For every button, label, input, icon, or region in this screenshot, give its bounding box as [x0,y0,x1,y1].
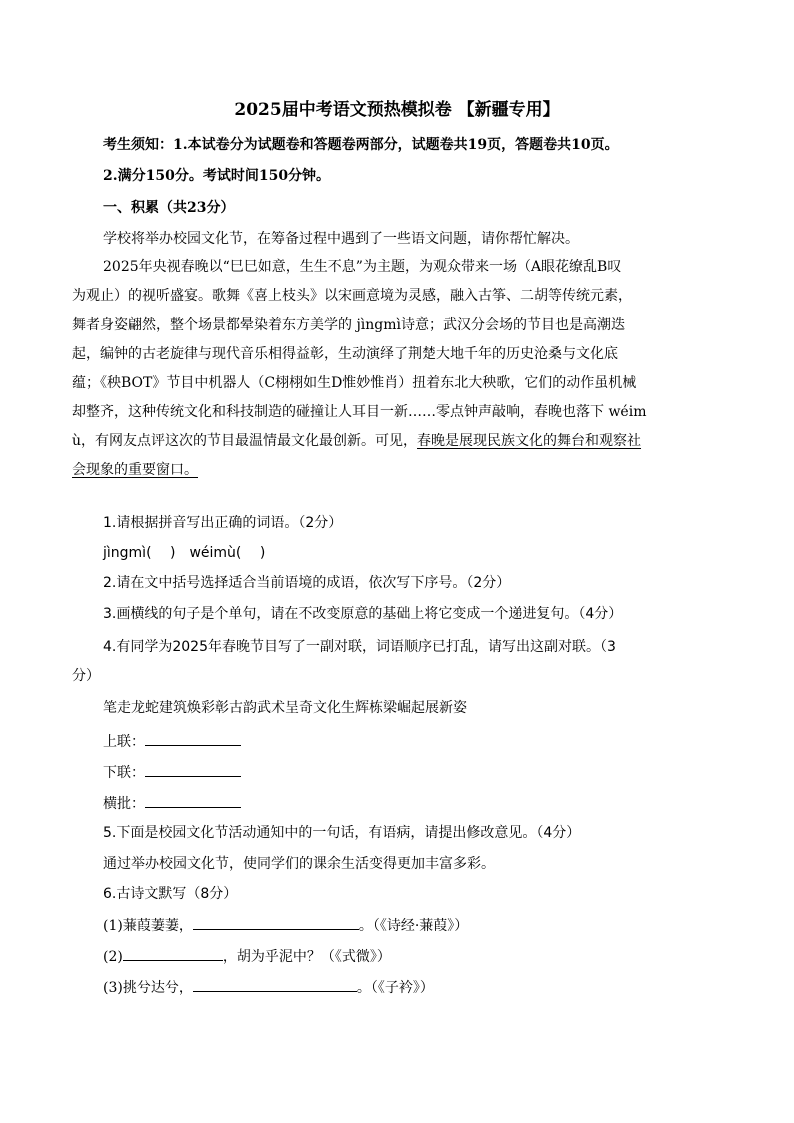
section-intro: 学校将举办校园文化节，在筹备过程中遇到了一些语文问题，请你帮忙解决。 [103,231,579,247]
couplet-horizontal [103,792,241,813]
couplet-lower-label: 下联： [103,765,145,781]
couplet-horizontal-blank[interactable] [145,792,241,808]
poem-item-2-blank[interactable] [123,945,223,961]
passage-line: 蕴；《秧BOT》节目中机器人（C栩栩如生D惟妙惟肖）扭着东北大秧歌，它们的动作虽机械 [72,375,637,391]
page-title: 2025届中考语文预热模拟卷 【新疆专用】 [234,100,560,120]
passage-line: 2025年央视春晚以“巳巳如意，生生不息”为主题，为观众带来一场（A眼花缭乱B叹 [103,259,622,275]
scrambled-words: 笔走龙蛇建筑焕彩彰古韵武术呈奇文化生辉栋梁崛起展新姿 [103,700,467,716]
poem-item-3-blank[interactable] [193,976,357,992]
question-2: 2.请在文中括号选择适合当前语境的成语，依次写下序号。（2分） [103,575,511,591]
passage-line: 起，编钟的古老旋律与现代音乐相得益彰，生动演绎了荆楚大地千年的历史沧桑与文化底 [72,346,618,362]
section-heading: 一、积累（共23分） [103,200,235,216]
question-5: 5.下面是校园文化节活动通知中的一句话，有语病，请提出修改意见。（4分） [103,825,581,841]
question-1: 1.请根据拼音写出正确的词语。（2分） [103,515,343,531]
couplet-upper-blank[interactable] [145,730,241,746]
passage-line [72,456,732,485]
question-4-line-2: 分） [72,668,100,684]
poem-item-2-suffix: ，胡为乎泥中？（《式微》） [222,949,391,965]
question-5-sentence: 通过举办校园文化节，使同学们的课余生活变得更加丰富多彩。 [103,856,495,872]
poem-item-3-suffix: 。（《子衿》） [356,980,434,996]
underlined-sentence: 春晚是展现民族文化的舞台和观察社 [417,433,642,449]
couplet-upper-label: 上联： [103,734,145,750]
couplet-lower [103,761,241,782]
poem-item-1 [103,914,468,935]
poem-item-1-blank[interactable] [193,914,359,930]
question-1-blanks: jìngmì( ) wéimù( ) [103,545,266,561]
notice-line-1: 考生须知：1.本试卷分为试题卷和答题卷两部分，试题卷共19页，答题卷共10页。 [103,137,619,153]
question-4-line-1: 4.有同学为2025年春晚节目写了一副对联，词语顺序已打乱，请写出这副对联。（3 [103,639,616,655]
passage-line: 舞者身姿翩然，整个场景都晕染着东方美学的 jìngmì诗意；武汉分会场的节目也是高潮迭 [72,317,625,333]
passage-line: 却整齐，这种传统文化和科技制造的碰撞让人耳目一新……零点钟声敲响，春晚也落下 wéim [72,404,647,420]
notice-line-2: 2.满分150分。考试时间150分钟。 [103,168,331,184]
poem-item-2 [103,945,391,966]
question-3: 3.画横线的句子是个单句，请在不改变原意的基础上将它变成一个递进复句。（4分） [103,606,623,622]
couplet-lower-blank[interactable] [145,761,241,777]
underlined-sentence-end: 会现象的重要窗口。 [72,462,198,478]
passage-line: 为观止）的视听盛宴。歌舞《喜上枝头》以宋画意境为灵感，融入古筝、二胡等传统元素， [72,288,632,304]
passage-text: ù，有网友点评这次的节目最温情最文化最创新。可见， [72,433,418,449]
poem-item-1-prefix: (1)蒹葭萋萋， [103,918,193,934]
couplet-horizontal-label: 横批： [103,796,145,812]
reading-passage [72,253,732,485]
couplet-upper [103,730,241,751]
passage-line [72,427,732,456]
poem-item-3 [103,976,434,997]
poem-item-1-suffix: 。（《诗经·蒹葭》） [358,918,469,934]
poem-item-2-prefix: (2) [103,949,123,965]
question-6: 6.古诗文默写（8分） [103,886,238,902]
poem-item-3-prefix: (3)挑兮达兮， [103,980,193,996]
